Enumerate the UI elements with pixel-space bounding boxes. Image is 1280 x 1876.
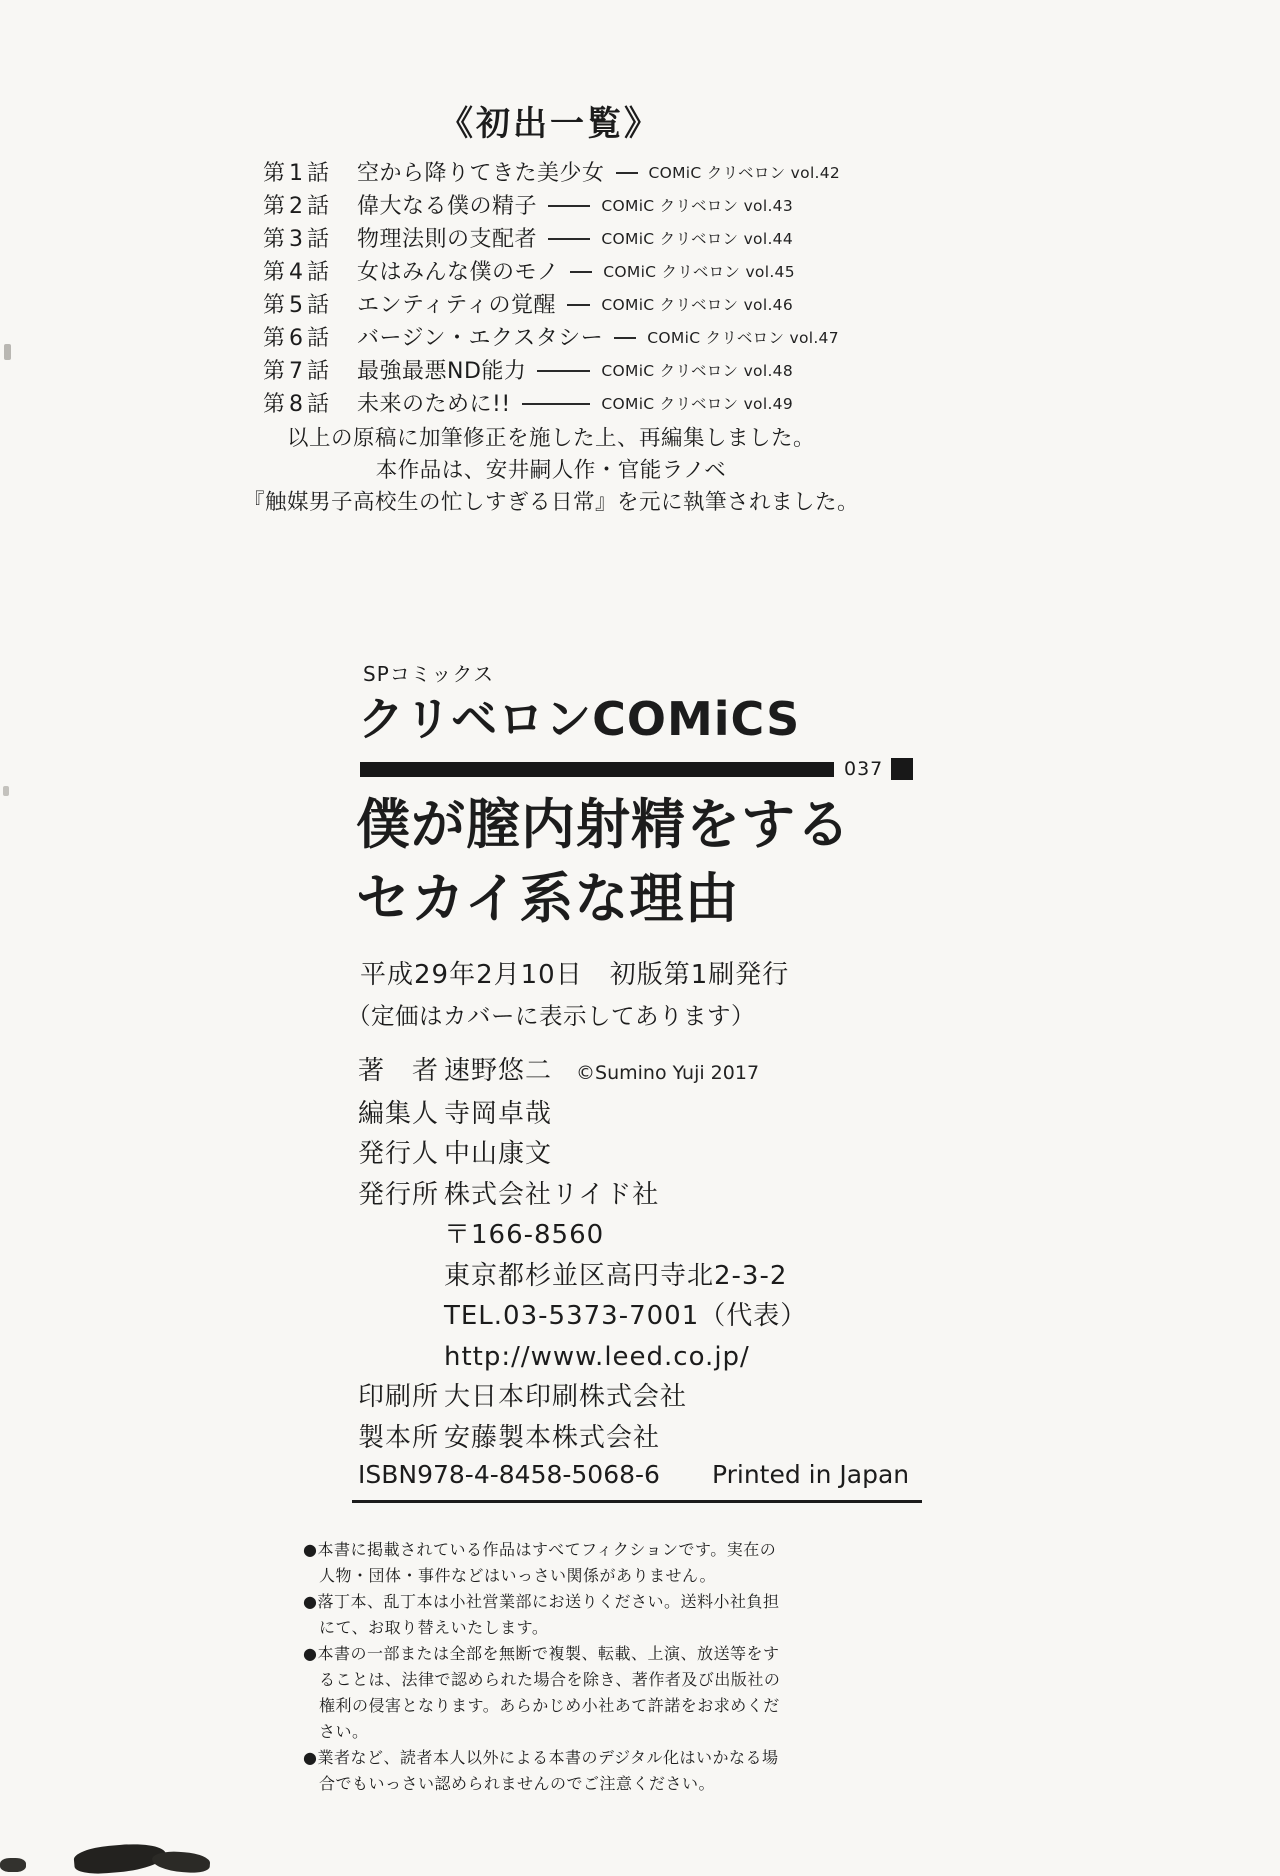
- chapter-title: 物理法則の支配者: [357, 227, 538, 252]
- colophon-row: [358, 1260, 958, 1291]
- scan-artifact: [0, 1858, 26, 1872]
- chapter-number: 第2話: [263, 194, 333, 219]
- chapter-row: [263, 188, 793, 221]
- chapter-source: COMiC クリベロン vol.44: [601, 229, 793, 248]
- chapter-row: [263, 254, 793, 287]
- colophon-label: 印刷所: [358, 1382, 440, 1412]
- colophon-value: 寺岡卓哉: [444, 1098, 553, 1129]
- leader-line: [548, 238, 590, 240]
- chapter-number: 第5話: [263, 293, 333, 318]
- book-title-line1: 僕が膣内射精をする: [356, 793, 851, 856]
- colophon-row: [358, 1384, 958, 1411]
- scan-artifact: [4, 344, 11, 360]
- chapter-row: [263, 155, 841, 188]
- leader-line: [522, 403, 591, 405]
- chapter-row: [263, 386, 793, 419]
- publisher-logo: クリベロンCOMiCS: [358, 692, 801, 746]
- series-label: SPコミックス: [363, 662, 495, 686]
- colophon-row: [358, 1303, 958, 1330]
- disclaimer-item: ●落丁本、乱丁本は小社営業部にお送りください。送料小社負担にて、お取り替えいたします。: [303, 1592, 780, 1637]
- colophon-row: [358, 1422, 958, 1453]
- colophon-row: [358, 1098, 958, 1129]
- colophon-value: 〒166-8560: [444, 1220, 605, 1250]
- edition-date: 平成29年2月10日 初版第1刷発行: [360, 960, 790, 990]
- colophon-value: 安藤製本株式会社: [444, 1422, 661, 1453]
- colophon-label: 発行所: [358, 1179, 440, 1210]
- disclaimer-item: ●業者など、読者本人以外による本書のデジタル化はいかなる場合でもいっさい認められませんのでご注意ください。: [303, 1748, 779, 1793]
- note-line: 本作品は、安井嗣人作・官能ラノベ: [375, 458, 727, 483]
- chapter-title: 女はみんな僕のモノ: [357, 260, 560, 285]
- note-line: 以上の原稿に加筆修正を施した上、再編集しました。: [286, 426, 815, 451]
- colophon-row: [358, 1341, 958, 1372]
- chapter-title: 最強最悪ND能力: [357, 359, 527, 384]
- colophon-row: [358, 1179, 958, 1210]
- colophon-label: 発行人: [358, 1139, 440, 1169]
- leader-line: [614, 337, 636, 339]
- isbn-row: [358, 1460, 909, 1489]
- chapter-source: COMiC クリベロン vol.43: [601, 196, 793, 215]
- colophon-block: [358, 1058, 958, 1465]
- disclaimer-list: [303, 1537, 787, 1797]
- chapter-source: COMiC クリベロン vol.46: [601, 295, 793, 314]
- colophon-label: 製本所: [358, 1422, 440, 1453]
- book-title-line2: セカイ系な理由: [356, 867, 740, 930]
- scan-artifact: [151, 1850, 210, 1874]
- scan-artifact: [3, 786, 9, 796]
- colophon-value: 速野悠二: [444, 1056, 553, 1086]
- chapter-number: 第6話: [263, 326, 333, 351]
- series-number: 037: [844, 758, 884, 780]
- chapter-source: COMiC クリベロン vol.48: [601, 361, 793, 380]
- chapter-source: COMiC クリベロン vol.49: [601, 394, 793, 413]
- chapter-row: [263, 353, 793, 386]
- leader-line: [570, 271, 592, 273]
- copyright-notice: ©Sumino Yuji 2017: [576, 1062, 760, 1084]
- colophon-row: [358, 1222, 958, 1249]
- chapter-number: 第1話: [263, 161, 333, 186]
- chapter-row: [263, 320, 839, 353]
- colophon-label: 著 者: [358, 1056, 440, 1086]
- note-line: 『触媒男子高校生の忙しすぎる日常』を元に執筆されました。: [242, 490, 859, 515]
- price-note: （定価はカバーに表示してあります）: [347, 1002, 755, 1030]
- reedit-notes: [168, 423, 934, 519]
- chapter-row: [263, 221, 793, 254]
- colophon-value: 大日本印刷株式会社: [444, 1382, 688, 1412]
- isbn-number: ISBN978-4-8458-5068-6: [358, 1460, 660, 1489]
- leader-line: [537, 370, 590, 372]
- chapter-number: 第7話: [263, 359, 333, 384]
- leader-line: [616, 172, 638, 174]
- chapter-list: [263, 155, 841, 419]
- logo-bar-row: [360, 756, 913, 782]
- colophon-value: http://www.leed.co.jp/: [444, 1341, 750, 1372]
- colophon-value: 株式会社リイド社: [444, 1179, 660, 1210]
- chapter-number: 第8話: [263, 392, 333, 417]
- colophon-row: [358, 1141, 958, 1168]
- chapter-row: [263, 287, 793, 320]
- chapter-source: COMiC クリベロン vol.47: [647, 328, 839, 347]
- chapter-title: 未来のために!!: [357, 392, 511, 417]
- chapter-title: エンティティの覚醒: [357, 293, 556, 318]
- colophon-row: [358, 1058, 958, 1087]
- colophon-value: 中山康文: [444, 1139, 553, 1169]
- chapter-source: COMiC クリベロン vol.45: [603, 262, 795, 281]
- logo-bar: [360, 762, 834, 777]
- leader-line: [567, 304, 590, 306]
- chapter-number: 第4話: [263, 260, 333, 285]
- colophon-value: 東京都杉並区高円寺北2-3-2: [444, 1260, 788, 1291]
- chapter-title: バージン・エクスタシー: [357, 326, 604, 351]
- black-square-icon: [891, 758, 913, 780]
- disclaimer-item: ●本書の一部または全部を無断で複製、転載、上演、放送等をすることは、法律で認められた場合を除き、著作者及び出版社の権利の侵害となります。あらかじめ小社あて許諾をお求めください。: [303, 1644, 781, 1741]
- chapter-number: 第3話: [263, 227, 333, 252]
- disclaimer-item: ●本書に掲載されている作品はすべてフィクションです。実在の人物・団体・事件などはいっさい関係がありません。: [303, 1540, 777, 1585]
- leader-line: [548, 205, 590, 207]
- printed-in-japan: Printed in Japan: [711, 1460, 910, 1489]
- colophon-value: TEL.03-5373-7001（代表）: [444, 1301, 808, 1331]
- divider-rule: [352, 1500, 922, 1503]
- chapter-title: 空から降りてきた美少女: [357, 161, 605, 186]
- chapter-source: COMiC クリベロン vol.42: [648, 163, 841, 182]
- colophon-label: 編集人: [358, 1098, 440, 1129]
- first-publication-heading: 《初出一覧》: [439, 104, 661, 144]
- chapter-title: 偉大なる僕の精子: [357, 194, 538, 219]
